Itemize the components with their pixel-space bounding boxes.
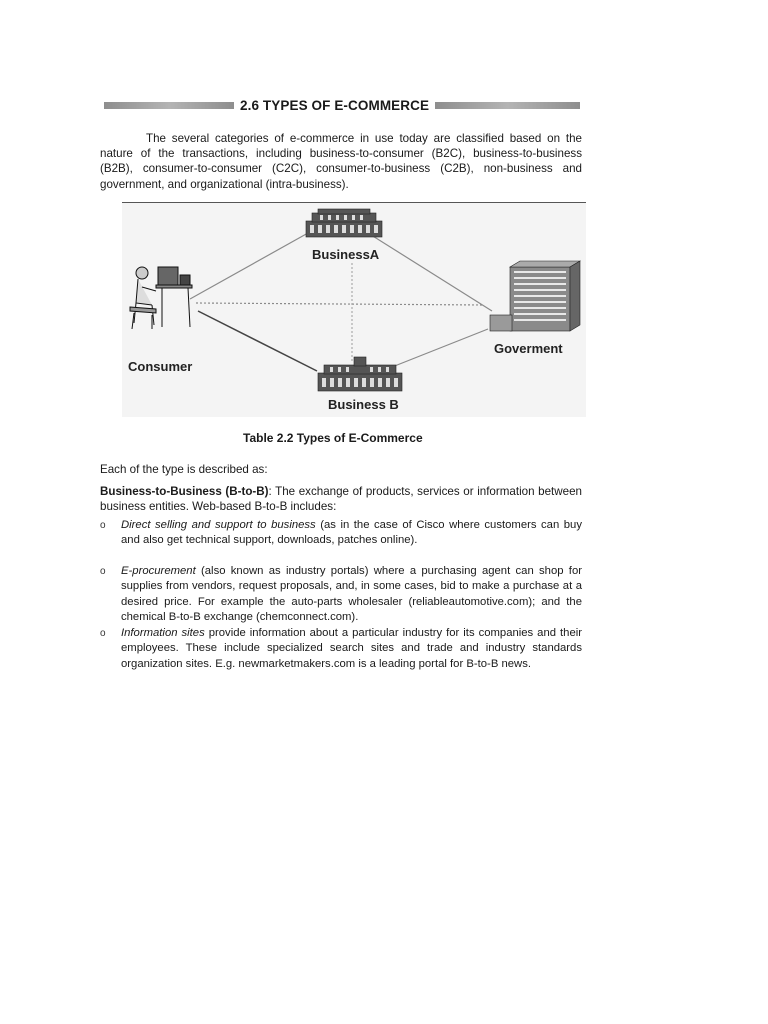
section-heading-row [104,96,580,114]
node-label-government: Goverment [494,341,563,356]
list-item-description: provide information about a particular industry for its companies and their employees. These include specialized search sites and trade and industry standards organization sites. E.g. newmarketmakers.com is a leading portal for B-to-B news. [121,627,582,670]
bullet-circle-icon: o [100,520,106,531]
node-label-business-b: Business B [328,397,399,412]
b2b-term: Business-to-Business (B-to-B) [100,485,269,498]
consumer-person-icon [130,267,192,329]
list-item-text [121,626,582,672]
list-item-description: (also known as industry portals) where a purchasing agent can shop for supplies from vendors, request proposals, and, in some cases, bid to make a purchase at a desired price. For example the auto-parts wholesaler (reliableautomotive.com); and the chemical B-to-B exchange (chemconnect.com). [121,565,582,624]
list-item [100,564,582,626]
b2b-definition [100,484,582,514]
line-consumer-government [196,303,484,305]
line-businessb-government [382,329,488,371]
heading-bar-left [104,102,234,109]
list-item-text [121,518,582,549]
description-lead: Each of the type is described as: [100,463,268,476]
bullet-circle-icon: o [100,566,106,577]
list-item [100,518,582,549]
node-label-business-a: BusinessA [312,247,380,262]
node-label-consumer: Consumer [128,359,193,374]
business-a-building-icon [306,209,382,237]
b2b-definition-text: : The exchange of products, services or information between business entities. Web-based B-to-B includes: [100,485,582,514]
line-consumer-businessa [190,233,308,299]
list-item-term: Information sites [121,627,205,639]
government-building-icon [490,261,580,331]
heading-bar-right [435,102,580,109]
line-consumer-businessb [198,311,317,371]
diagram-graphic [122,203,586,417]
figure-caption: Table 2.2 Types of E-Commerce [243,431,423,445]
ecommerce-diagram [122,202,586,417]
section-heading: 2.6 TYPES OF E-COMMERCE [240,97,430,113]
bullet-circle-icon: o [100,628,106,639]
line-businessa-government [368,233,492,311]
list-item-term: E-procurement [121,565,196,577]
list-item-description: (as in the case of Cisco where customers can buy and also get technical support, downloads, patches online). [121,519,582,547]
list-item-text [121,564,582,626]
intro-paragraph: The several categories of e-commerce in use today are classified based on the nature of the transactions, including business-to-consumer (B2C), business-to-business (B2B), consumer-to-consumer (C2C), consumer-to-business (C2B), non-business and government, and organizational (intra-business). [100,132,582,191]
list-item [100,626,582,672]
business-b-building-icon [318,357,402,391]
list-item-term: Direct selling and support to business [121,519,316,531]
